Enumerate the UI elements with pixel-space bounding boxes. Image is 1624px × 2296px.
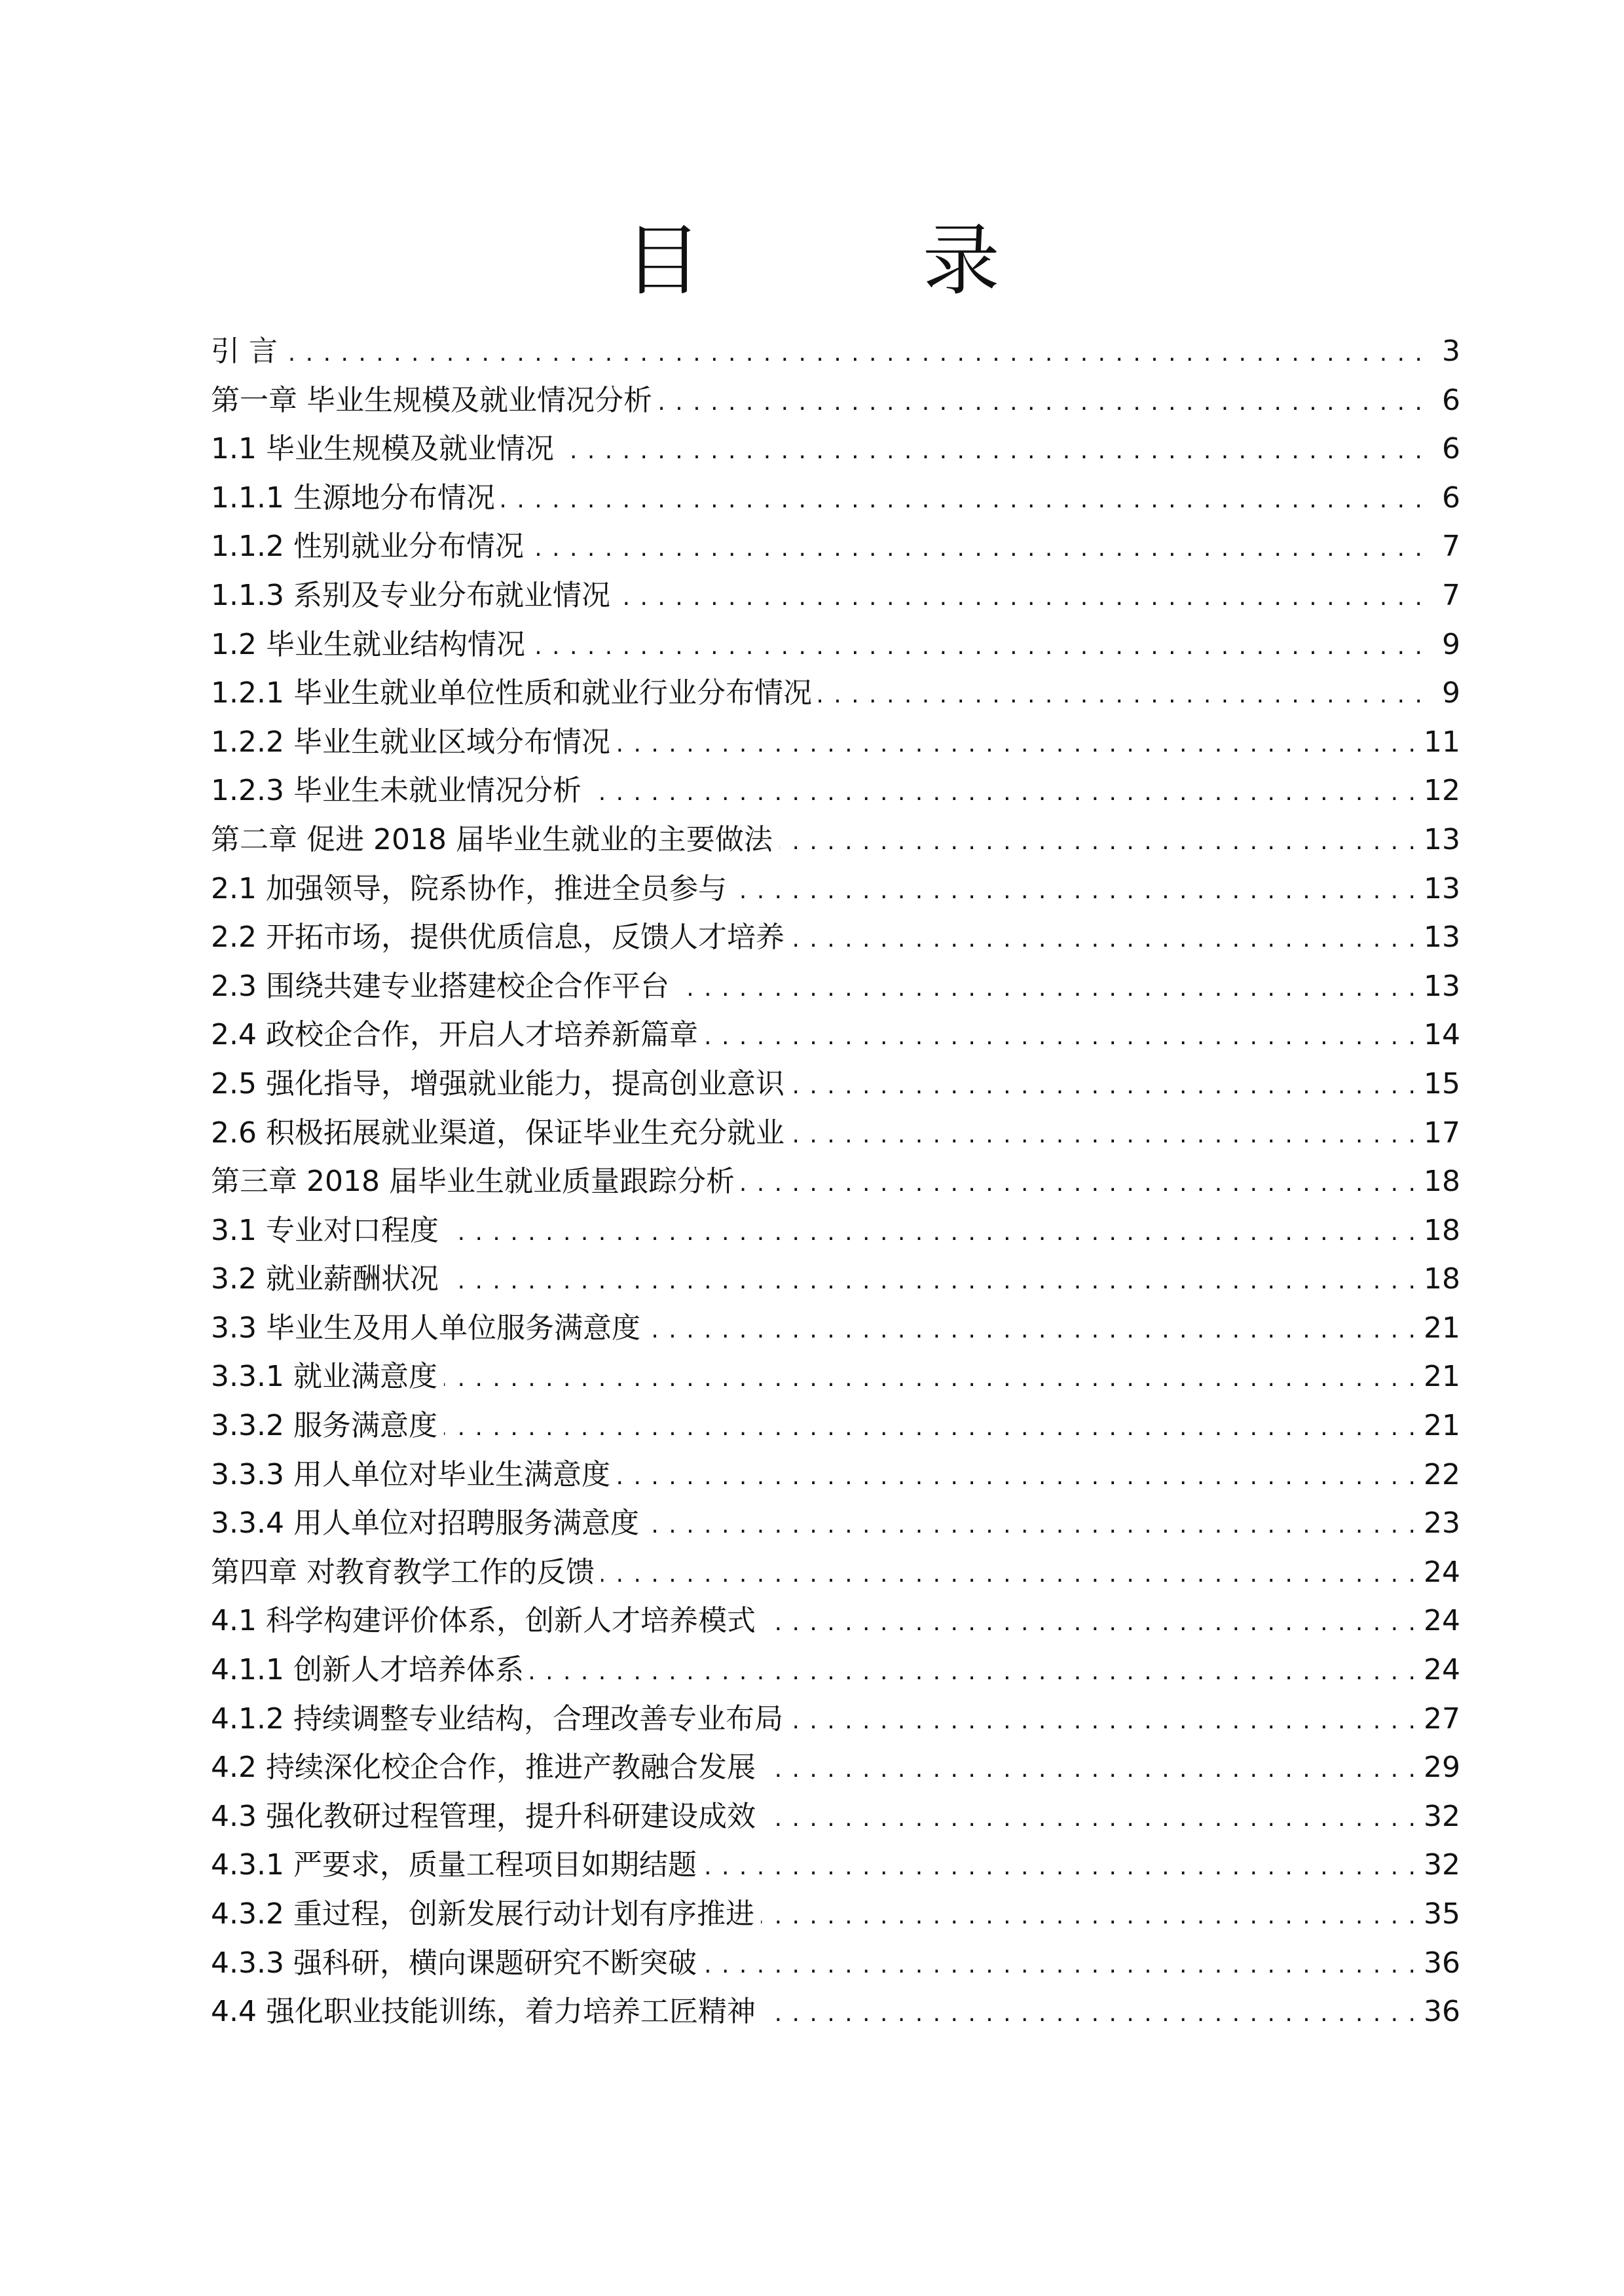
toc-entry-title: 4.3.1 严要求，质量工程项目如期结题 (211, 1848, 697, 1882)
dot-leader (790, 1697, 1417, 1746)
dot-leader (762, 1990, 1417, 2039)
dot-leader (741, 1159, 1417, 1209)
toc-entry[interactable] (211, 1548, 1460, 1597)
toc-entry-title: 3.3.4 用人单位对招聘服务满意度 (211, 1506, 639, 1540)
page-title: 目 录 (624, 215, 1098, 306)
dot-leader (647, 1306, 1417, 1355)
toc-entry-page-number: 6 (1442, 383, 1460, 417)
toc-entry[interactable] (211, 425, 1460, 474)
toc-entry-page-number: 17 (1424, 1116, 1460, 1150)
toc-entry[interactable] (211, 376, 1460, 426)
toc-entry-title: 第一章 毕业生规模及就业情况分析 (211, 383, 652, 417)
dot-leader (762, 1745, 1417, 1795)
toc-entry-page-number: 18 (1424, 1262, 1460, 1296)
toc-entry-title: 1.2.3 毕业生未就业情况分析 (211, 774, 581, 808)
toc-entry-page-number: 21 (1424, 1311, 1460, 1345)
dot-leader (676, 964, 1417, 1013)
toc-entry-title: 1.1 毕业生规模及就业情况 (211, 432, 554, 466)
toc-entry-page-number: 36 (1424, 1995, 1460, 2029)
toc-entry[interactable] (211, 327, 1460, 376)
toc-entry-title: 3.2 就业薪酬状况 (211, 1262, 439, 1296)
toc-entry-page-number: 9 (1442, 676, 1460, 710)
toc-entry-page-number: 13 (1424, 822, 1460, 856)
toc-entry-page-number: 9 (1442, 627, 1460, 661)
dot-leader (762, 1599, 1417, 1648)
toc-entry-title: 第四章 对教育教学工作的反馈 (211, 1555, 595, 1589)
toc-entry-page-number: 24 (1424, 1555, 1460, 1589)
toc-entry-title: 第二章 促进 2018 届毕业生就业的主要做法 (211, 822, 773, 856)
dot-leader (502, 476, 1424, 525)
toc-entry[interactable] (211, 1304, 1460, 1353)
toc-entry[interactable] (211, 816, 1460, 865)
toc-entry-title: 3.3.3 用人单位对毕业生满意度 (211, 1457, 610, 1491)
dot-leader (761, 1892, 1417, 1941)
toc-entry-title: 2.6 积极拓展就业渠道，保证毕业生充分就业 (211, 1116, 784, 1150)
toc-entry[interactable] (211, 865, 1460, 914)
toc-entry[interactable] (211, 1743, 1460, 1793)
toc-entry-page-number: 21 (1424, 1409, 1460, 1443)
toc-entry-page-number: 7 (1442, 530, 1460, 564)
toc-entry-title: 3.3.2 服务满意度 (211, 1409, 437, 1443)
toc-entry-title: 3.1 专业对口程度 (211, 1213, 439, 1247)
toc-entry-title: 2.3 围绕共建专业搭建校企合作平台 (211, 969, 669, 1003)
toc-entry-title: 引 言 (211, 335, 278, 368)
dot-leader (646, 1501, 1417, 1550)
dot-leader (561, 427, 1424, 476)
toc-entry-page-number: 27 (1424, 1702, 1460, 1736)
toc-entry[interactable] (211, 962, 1460, 1011)
toc-entry-title: 4.3.3 强科研，横向课题研究不断突破 (211, 1946, 697, 1980)
toc-entry-title: 4.2 持续深化校企合作，推进产教融合发展 (211, 1751, 756, 1785)
dot-leader (532, 623, 1424, 672)
toc-entry-page-number: 22 (1424, 1457, 1460, 1491)
toc-entry-title: 2.4 政校企合作，开启人才培养新篇章 (211, 1018, 698, 1052)
toc-entry-page-number: 3 (1442, 335, 1460, 368)
toc-entry-title: 1.2.2 毕业生就业区域分布情况 (211, 725, 610, 759)
dot-leader (445, 1257, 1417, 1306)
toc-entry[interactable] (211, 1499, 1460, 1548)
dot-leader (819, 671, 1424, 720)
dot-leader (617, 574, 1424, 623)
dot-leader (617, 720, 1417, 769)
toc-entry[interactable] (211, 474, 1460, 523)
dot-leader (733, 867, 1417, 916)
toc-entry-page-number: 6 (1442, 481, 1460, 515)
dot-leader (444, 1404, 1417, 1453)
dot-leader (791, 1111, 1417, 1160)
toc-entry[interactable] (211, 1109, 1460, 1158)
toc-entry-page-number: 13 (1424, 871, 1460, 905)
toc-entry[interactable] (211, 621, 1460, 670)
toc-entry-page-number: 13 (1424, 969, 1460, 1003)
toc-entry[interactable] (211, 1011, 1460, 1060)
toc-entry-page-number: 32 (1424, 1799, 1460, 1833)
toc-entry[interactable] (211, 913, 1460, 962)
dot-leader (779, 818, 1417, 867)
dot-leader (445, 1209, 1417, 1258)
dot-leader (703, 1843, 1417, 1892)
toc-entry-page-number: 35 (1424, 1897, 1460, 1931)
toc-entry[interactable] (211, 718, 1460, 767)
toc-entry-title: 1.2.1 毕业生就业单位性质和就业行业分布情况 (211, 676, 812, 710)
toc-entry-title: 1.1.1 生源地分布情况 (211, 481, 495, 515)
toc-entry-title: 4.3 强化教研过程管理，提升科研建设成效 (211, 1799, 756, 1833)
toc-entry[interactable] (211, 1646, 1460, 1695)
toc-entry[interactable] (211, 1695, 1460, 1744)
toc-entry[interactable] (211, 1402, 1460, 1451)
toc-entry[interactable] (211, 572, 1460, 621)
toc-entry[interactable] (211, 1353, 1460, 1402)
toc-entry-page-number: 11 (1424, 725, 1460, 759)
toc-entry[interactable] (211, 1451, 1460, 1500)
toc-entry-page-number: 15 (1424, 1066, 1460, 1101)
dot-leader (703, 1941, 1417, 1990)
toc-entry-title: 4.1 科学构建评价体系，创新人才培养模式 (211, 1604, 756, 1638)
toc-entry[interactable] (211, 1597, 1460, 1646)
toc-entry-page-number: 32 (1424, 1848, 1460, 1882)
toc-entry[interactable] (211, 522, 1460, 572)
toc-entry-title: 1.1.3 系别及专业分布就业情况 (211, 578, 610, 612)
toc-entry-title: 3.3.1 就业满意度 (211, 1360, 437, 1394)
toc-entry-page-number: 29 (1424, 1751, 1460, 1785)
toc-entry-title: 4.4 强化职业技能训练，着力培养工匠精神 (211, 1995, 756, 2029)
toc-entry-page-number: 18 (1424, 1165, 1460, 1199)
toc-entry-page-number: 14 (1424, 1018, 1460, 1052)
toc-entry[interactable] (211, 1060, 1460, 1109)
toc-entry-page-number: 6 (1442, 432, 1460, 466)
toc-entry-title: 2.1 加强领导，院系协作，推进全员参与 (211, 871, 727, 905)
dot-leader (791, 915, 1417, 964)
toc-entry-title: 第三章 2018 届毕业生就业质量跟踪分析 (211, 1165, 735, 1199)
dot-leader (617, 1453, 1417, 1502)
toc-entry[interactable] (211, 669, 1460, 718)
toc-entry-title: 4.3.2 重过程，创新发展行动计划有序推进 (211, 1897, 754, 1931)
toc-entry-title: 2.2 开拓市场，提供优质信息，反馈人才培养 (211, 920, 784, 955)
toc-entry[interactable] (211, 1255, 1460, 1304)
toc-entry-page-number: 18 (1424, 1213, 1460, 1247)
toc-entry-page-number: 7 (1442, 578, 1460, 612)
toc-entry-page-number: 21 (1424, 1360, 1460, 1394)
toc-entry-page-number: 13 (1424, 920, 1460, 955)
toc-entry-page-number: 24 (1424, 1604, 1460, 1638)
dot-leader (791, 1062, 1417, 1111)
dot-leader (530, 1648, 1417, 1697)
toc-entry-title: 4.1.2 持续调整专业结构，合理改善专业布局 (211, 1702, 783, 1736)
toc-entry-page-number: 36 (1424, 1946, 1460, 1980)
toc-entry-page-number: 24 (1424, 1653, 1460, 1687)
dot-leader (588, 769, 1417, 818)
toc-entry[interactable] (211, 767, 1460, 816)
dot-leader (762, 1795, 1417, 1844)
table-of-contents (211, 327, 1460, 2037)
toc-entry-page-number: 12 (1424, 774, 1460, 808)
toc-entry[interactable] (211, 1890, 1460, 1939)
dot-leader (601, 1550, 1417, 1599)
toc-entry-title: 1.1.2 性别就业分布情况 (211, 530, 524, 564)
dot-leader (659, 378, 1424, 428)
toc-entry-title: 3.3 毕业生及用人单位服务满意度 (211, 1311, 640, 1345)
toc-entry[interactable] (211, 1793, 1460, 1842)
toc-entry[interactable] (211, 1157, 1460, 1207)
dot-leader (444, 1355, 1417, 1404)
toc-entry-page-number: 23 (1424, 1506, 1460, 1540)
dot-leader (284, 329, 1424, 378)
toc-entry[interactable] (211, 1939, 1460, 1988)
toc-entry[interactable] (211, 1841, 1460, 1890)
toc-entry[interactable] (211, 1207, 1460, 1256)
toc-entry-title: 4.1.1 创新人才培养体系 (211, 1653, 524, 1687)
dot-leader (705, 1013, 1417, 1062)
toc-entry[interactable] (211, 1988, 1460, 2037)
toc-entry-title: 2.5 强化指导，增强就业能力，提高创业意识 (211, 1066, 784, 1101)
dot-leader (530, 524, 1424, 574)
toc-entry-title: 1.2 毕业生就业结构情况 (211, 627, 525, 661)
